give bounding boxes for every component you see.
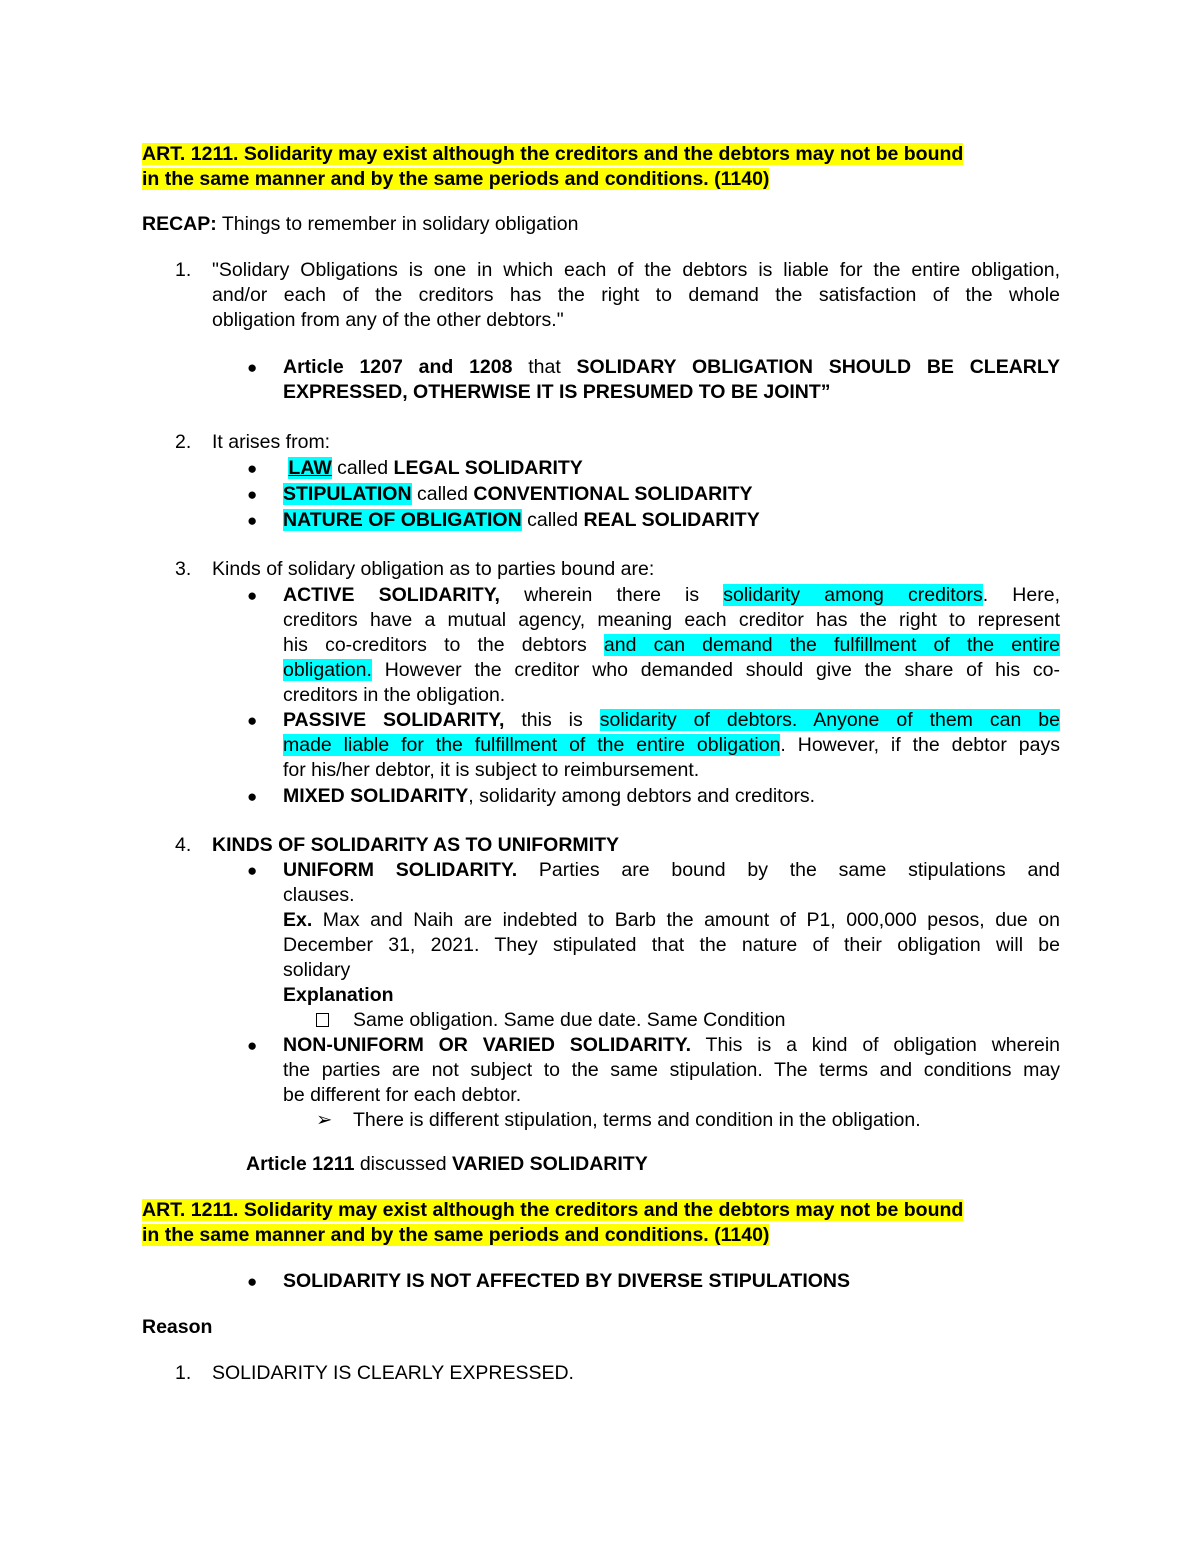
explanation-label: Explanation [283,984,394,1006]
recap-label: RECAP: [142,213,217,235]
uniform-solidarity-bullet [142,858,1060,1008]
item1-bullet-plain1: that [512,356,577,378]
nature-plain: called [521,509,584,531]
stipulation-highlight: STIPULATION [283,483,412,505]
active-solidarity-bullet [142,583,1060,708]
example-label: Ex. [283,909,313,931]
active-line4-plain: However the creditor who demanded should give the share of his co- [371,659,1060,681]
bullet-icon: ● [247,861,258,880]
explanation-item [142,1008,1060,1033]
law-bold: LEGAL SOLIDARITY [393,457,583,479]
example-line2: December 31, 2021. They stipulated that the nature of their obligation will be [283,934,1060,956]
arrow-item-text: There is different stipulation, terms and condition in the obligation. [353,1109,921,1131]
active-highlight1: solidarity among creditors [723,584,983,606]
list-item-4 [142,833,1060,858]
uniform-line2: clauses. [283,884,355,906]
nonuniform-t1: This is a kind of obligation wherein [691,1034,1060,1056]
example-line1: Max and Naih are indebted to Barb the amount of P1, 000,000 pesos, due on [312,909,1060,931]
bullet-icon: ● [247,1036,258,1055]
law-highlight: LAW [288,457,332,479]
item4-heading: KINDS OF SOLIDARITY AS TO UNIFORMITY [212,834,619,856]
nature-bold: REAL SOLIDARITY [583,509,760,531]
article-note-plain: discussed [354,1153,452,1175]
stipulation-bold: CONVENTIONAL SOLIDARITY [473,483,753,505]
article-heading-repeat-line1: ART. 1211. Solidarity may exist although the creditors and the debtors may not be bound [142,1199,964,1221]
list-item-1 [142,258,1060,333]
passive-highlight2: made liable for the fulfillment of the entire obligation [283,734,781,756]
item2-bullet-nature [142,508,1060,533]
article-heading [142,142,1060,192]
item2-bullet-stipulation [142,482,1060,507]
passive-line3: for his/her debtor, it is subject to reimbursement. [283,759,700,781]
nature-highlight: NATURE OF OBLIGATION [283,509,522,531]
passive-solidarity-bullet [142,708,1060,783]
active-t1: wherein there is [499,584,724,606]
law-plain: called [331,457,394,479]
passive-t1: this is [504,709,600,731]
list-item-2 [142,430,1060,455]
item2-text: It arises from: [212,431,331,453]
nonuniform-bold: NON-UNIFORM OR VARIED SOLIDARITY. [283,1034,692,1056]
example-line3: solidary [283,959,351,981]
list-number: 2. [175,431,192,453]
uniform-t1: Parties are bound by the same stipulations and [517,859,1061,881]
list-number: 1. [175,1362,192,1384]
item1-line1: "Solidary Obligations is one in which each of the debtors is liable for the entire obligation, [212,259,1060,281]
active-line2: creditors have a mutual agency, meaning each creditor has the right to represent [283,609,1060,631]
passive-bold: PASSIVE SOLIDARITY, [283,709,505,731]
active-line5: creditors in the obligation. [283,684,506,706]
reason-heading: Reason [142,1316,213,1338]
document-page [142,140,1060,1386]
article-note-bold2: VARIED SOLIDARITY [451,1153,648,1175]
mixed-text: , solidarity among debtors and creditors. [468,785,816,807]
bullet-icon: ● [247,459,258,478]
active-bold: ACTIVE SOLIDARITY, [283,584,500,606]
mixed-bold: MIXED SOLIDARITY [283,785,469,807]
article-note [142,1152,1060,1177]
recap-line [142,212,1060,237]
nonuniform-line2: the parties are not subject to the same stipulation. The terms and conditions may [283,1059,1060,1081]
mixed-solidarity-bullet [142,784,1060,809]
uniform-bold: UNIFORM SOLIDARITY. [283,859,518,881]
item1-bullet-bold2: SOLIDARY OBLIGATION SHOULD BE CLEARLY [576,356,1060,378]
reason-item-text: SOLIDARITY IS CLEARLY EXPRESSED. [212,1362,574,1384]
bullet-icon: ● [247,711,258,730]
item1-line2: and/or each of the creditors has the right to demand the satisfaction of the whole [212,284,1060,306]
active-line3-highlight: and can demand the fulfillment of the entire [603,634,1060,656]
nonuniform-line3: be different for each debtor. [283,1084,522,1106]
passive-highlight1: solidarity of debtors. Anyone of them can be [599,709,1060,731]
arrow-item [142,1108,1060,1133]
item3-text: Kinds of solidary obligation as to parties bound are: [212,558,655,580]
item1-bullet [142,355,1060,405]
passive-t2: . However, if the debtor pays [780,734,1060,756]
article-heading-repeat [142,1198,1060,1248]
nonuniform-solidarity-bullet [142,1033,1060,1108]
article-heading-line1: ART. 1211. Solidarity may exist although the creditors and the debtors may not be bound [142,143,964,165]
article-heading-line2: in the same manner and by the same periods and conditions. (1140) [142,168,770,190]
active-line4-highlight: obligation. [283,659,372,681]
bullet-icon: ● [247,358,258,377]
bullet-icon: ● [247,511,258,530]
bullet-icon: ● [247,787,258,806]
bullet-icon: ● [247,485,258,504]
article-note-bold1: Article 1211 [246,1153,355,1175]
active-t2: . Here, [982,584,1060,606]
list-number: 1. [175,259,192,281]
list-number: 4. [175,834,192,856]
stipulation-plain: called [411,483,474,505]
checkbox-icon [316,1008,329,1033]
bullet-icon: ● [247,1272,258,1291]
explanation-text: Same obligation. Same due date. Same Condition [353,1009,786,1031]
item1-line3: obligation from any of the other debtors." [212,309,564,331]
list-item-3 [142,557,1060,582]
reason-item-1 [142,1361,1060,1386]
article-heading-repeat-line2: in the same manner and by the same periods and conditions. (1140) [142,1224,770,1246]
diverse-stipulations-text: SOLIDARITY IS NOT AFFECTED BY DIVERSE STIPULATIONS [283,1270,850,1292]
item1-bullet-bold1: Article 1207 and 1208 [283,356,513,378]
list-number: 3. [175,558,192,580]
bullet-icon: ● [247,586,258,605]
item2-bullet-law [142,456,1060,481]
diverse-stipulations-bullet [142,1269,1060,1294]
active-line3-plain: his co-creditors to the debtors [283,634,604,656]
item1-bullet-line2: EXPRESSED, OTHERWISE IT IS PRESUMED TO BE JOINT” [283,381,831,403]
arrow-right-icon: ➢ [316,1109,333,1131]
recap-text: Things to remember in solidary obligation [216,213,579,235]
